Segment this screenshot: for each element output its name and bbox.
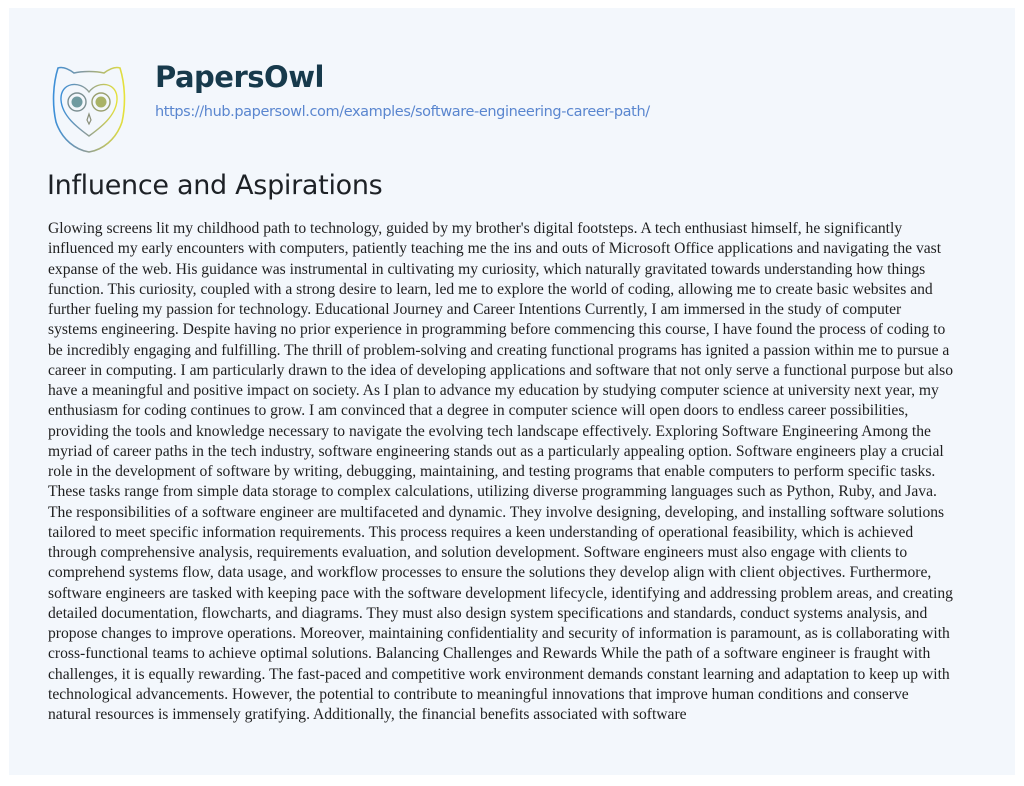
body-line: technological advancements. However, the potential to contribute to meaningful innovations that improve human conditions and conserve (48, 685, 909, 703)
body-line: influenced my early encounters with computers, patiently teaching me the ins and outs of Microsoft Office applications and navigating the vast (48, 240, 942, 258)
right-eye (96, 97, 107, 108)
body-line: These tasks range from simple data storage to complex calculations, utilizing diverse programming languages such as Python, Ruby, and Java. (48, 483, 937, 501)
body-line: further fueling my passion for technology. Educational Journey and Career Intentions Currently, I am immersed in the study of computer (48, 301, 902, 318)
body-line: systems engineering. Despite having no prior experience in programming before commencing this course, I have found the process of coding to (48, 321, 946, 339)
body-line: providing the tools and knowledge necessary to navigate the evolving tech landscape effectively. Exploring Software Engineering Among the (48, 422, 931, 440)
body-line: tailored to meet specific information requirements. This process requires a keen understanding of operational feasibility, which is achieved (48, 523, 914, 541)
body-line: detailed documentation, flowcharts, and diagrams. They must also design system specifications and standards, conduct systems analysis, and (48, 604, 928, 622)
body-line: function. This curiosity, coupled with a strong desire to learn, led me to explore the world of coding, allowing me to create basic websites and (48, 280, 933, 298)
body-line: enthusiasm for coding continues to grow. I am convinced that a degree in computer science will open doors to endless career possibilities, (48, 402, 909, 420)
body-line: through comprehensive analysis, requirements evaluation, and solution development. Software engineers must also engage with clients to (48, 544, 908, 561)
document-body (48, 219, 1008, 725)
body-line: expanse of the web. His guidance was instrumental in cultivating my curiosity, which naturally gravitated towards understanding how things (48, 260, 926, 278)
body-line: Glowing screens lit my childhood path to technology, guided by my brother's digital footsteps. A tech enthusiast himself, he significantly (48, 220, 903, 237)
brand-name: PapersOwl (155, 60, 324, 94)
document-title: Influence and Aspirations (47, 170, 383, 201)
body-line: have a meaningful and positive impact on society. As I plan to advance my education by studying computer science at university next year, my (48, 382, 939, 399)
body-line: career in computing. I am particularly drawn to the idea of developing applications and software that not only serve a functional purpose but also (48, 361, 954, 379)
left-eye (72, 97, 83, 108)
body-line: cross-functional teams to achieve optimal solutions. Balancing Challenges and Rewards While the path of a software engineer is fraught with (48, 645, 931, 663)
owl-logo-icon (50, 64, 128, 154)
body-line: comprehend systems flow, data usage, and workflow processes to ensure the solutions they develop align with client objectives. Furthermore, (48, 564, 932, 582)
body-line: role in the development of software by writing, debugging, maintaining, and testing programs that enable computers to perform specific tasks. (48, 463, 936, 480)
body-line: software engineers are tasked with keeping pace with the software development lifecycle, identifying and addressing problem areas, and creating (48, 584, 953, 602)
body-line: challenges, it is equally rewarding. The fast-paced and competitive work environment demands constant learning and adaptation to keep up with (48, 665, 950, 683)
body-line: propose changes to improve operations. Moreover, maintaining confidentiality and security of information is paramount, as is collaborating with (48, 625, 950, 642)
body-line: be incredibly engaging and fulfilling. The thrill of problem-solving and creating functional programs has ignited a passion within me to pursue a (48, 341, 950, 359)
source-url-link[interactable]: https://hub.papersowl.com/examples/software-engineering-career-path/ (155, 104, 650, 120)
body-line: natural resources is immensely gratifying. Additionally, the financial benefits associated with software (48, 706, 687, 723)
body-line: The responsibilities of a software engineer are multifaceted and dynamic. They involve designing, developing, and installing software solutions (48, 503, 945, 521)
body-line: myriad of career paths in the tech industry, software engineering stands out as a particularly appealing option. Software engineers play a crucial (48, 442, 944, 460)
